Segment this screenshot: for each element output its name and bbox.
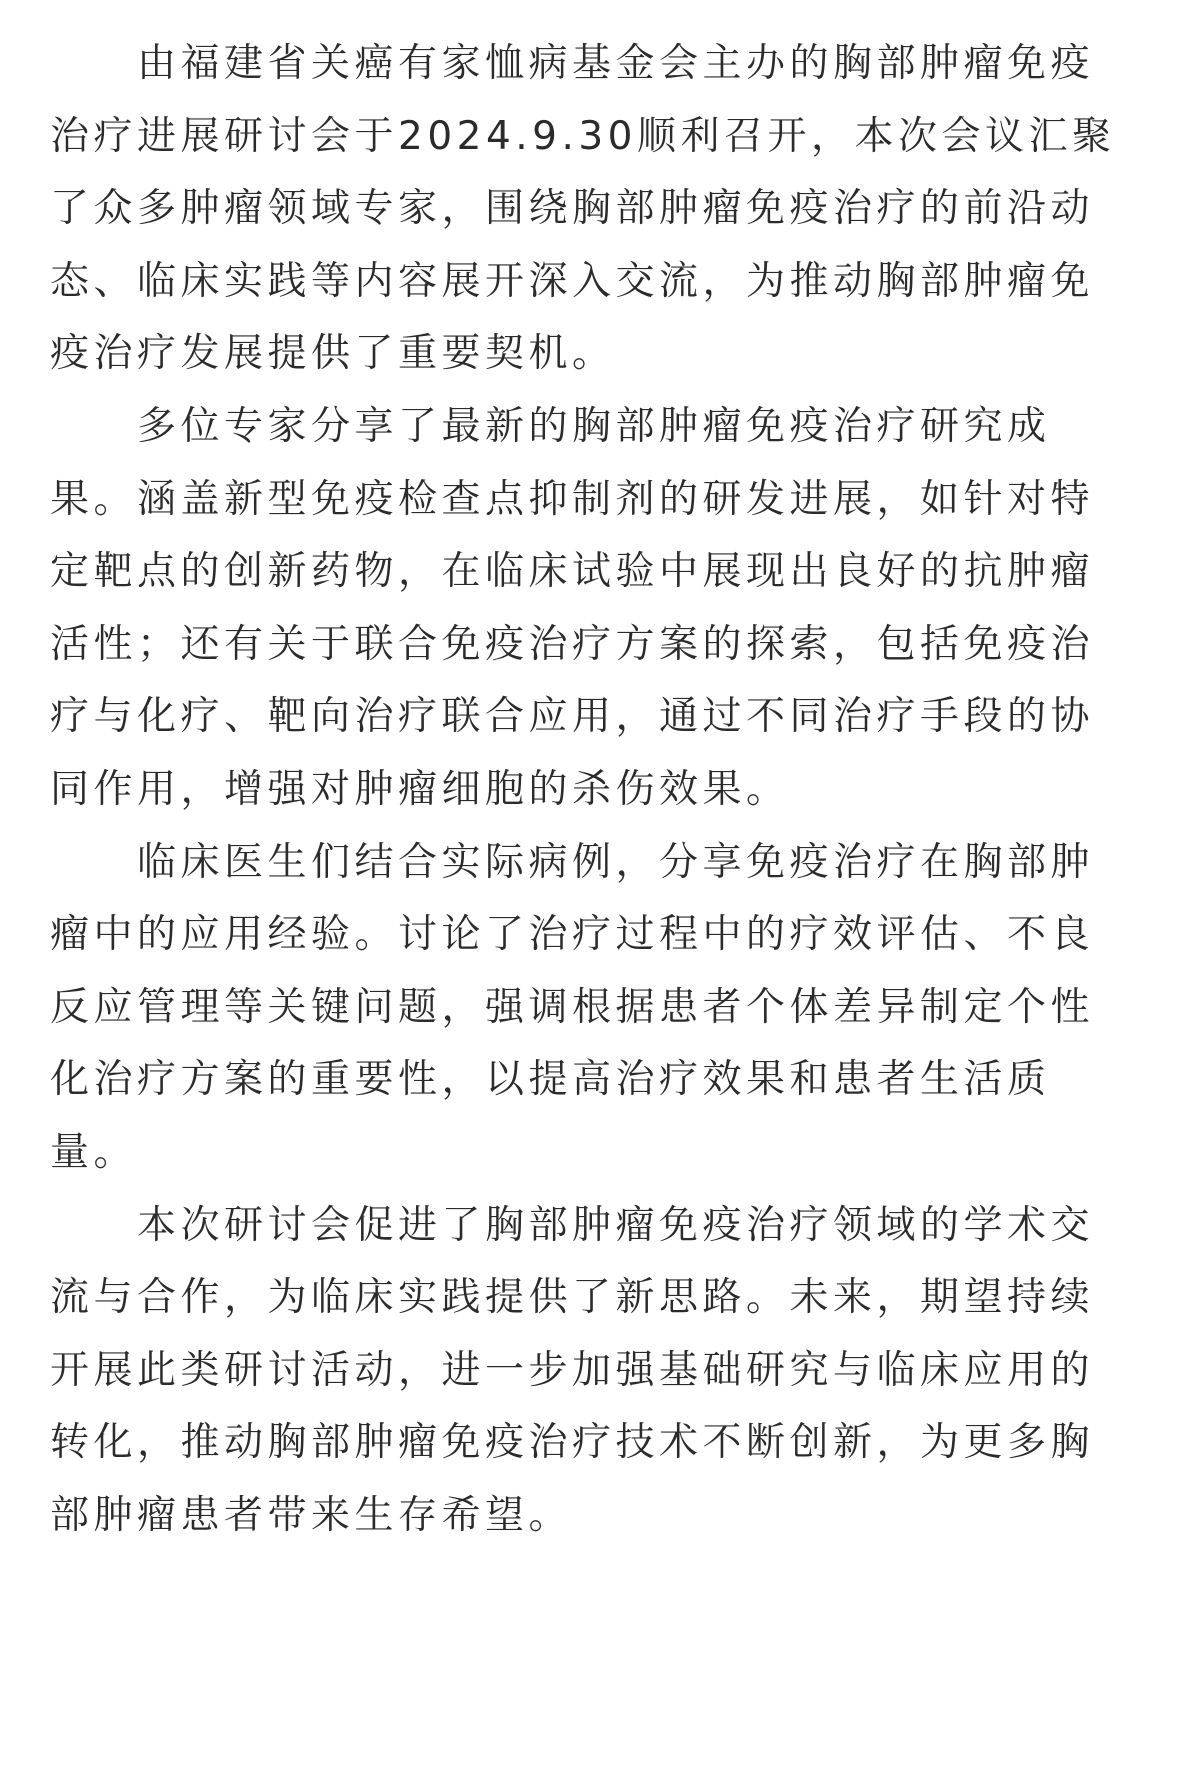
paragraph-conclusion: 本次研讨会促进了胸部肿瘤免疫治疗领域的学术交 流与合作，为临床实践提供了新思路。未来，期望持续 开展此类研讨活动，进一步加强基础研究与临床应用的 转化，推动胸部肿瘤免疫治疗技术不断创新，为更多胸 部肿瘤患者带来生存希望。 — [50, 1202, 1095, 1538]
paragraph-clinical: 临床医生们结合实际病例，分享免疫治疗在胸部肿 瘤中的应用经验。讨论了治疗过程中的疗效评估、不良 反应管理等关键问题，强调根据患者个体差异制定个性 化治疗方案的重要性，以提高治疗效果和患者生活质 量。 — [50, 839, 1095, 1175]
paragraph-research: 多位专家分享了最新的胸部肿瘤免疫治疗研究成 果。涵盖新型免疫检查点抑制剂的研发进展，如针对特 定靶点的创新药物，在临床试验中展现出良好的抗肿瘤 活性；还有关于联合免疫治疗方案的探索，包括免疫治 疗与化疗、靶向治疗联合应用，通过不同治疗手段的协 同作用，增强对肿瘤细胞的杀伤效果。 — [50, 403, 1095, 812]
article-body — [50, 28, 1150, 1552]
paragraph-intro: 由福建省关癌有家恤病基金会主办的胸部肿瘤免疫 治疗进展研讨会于2024.9.30顺利召开，本次会议汇聚 了众多肿瘤领域专家，围绕胸部肿瘤免疫治疗的前沿动 态、临床实践等内容展开深入交流，为推动胸部肿瘤免 疫治疗发展提供了重要契机。 — [50, 41, 1116, 377]
